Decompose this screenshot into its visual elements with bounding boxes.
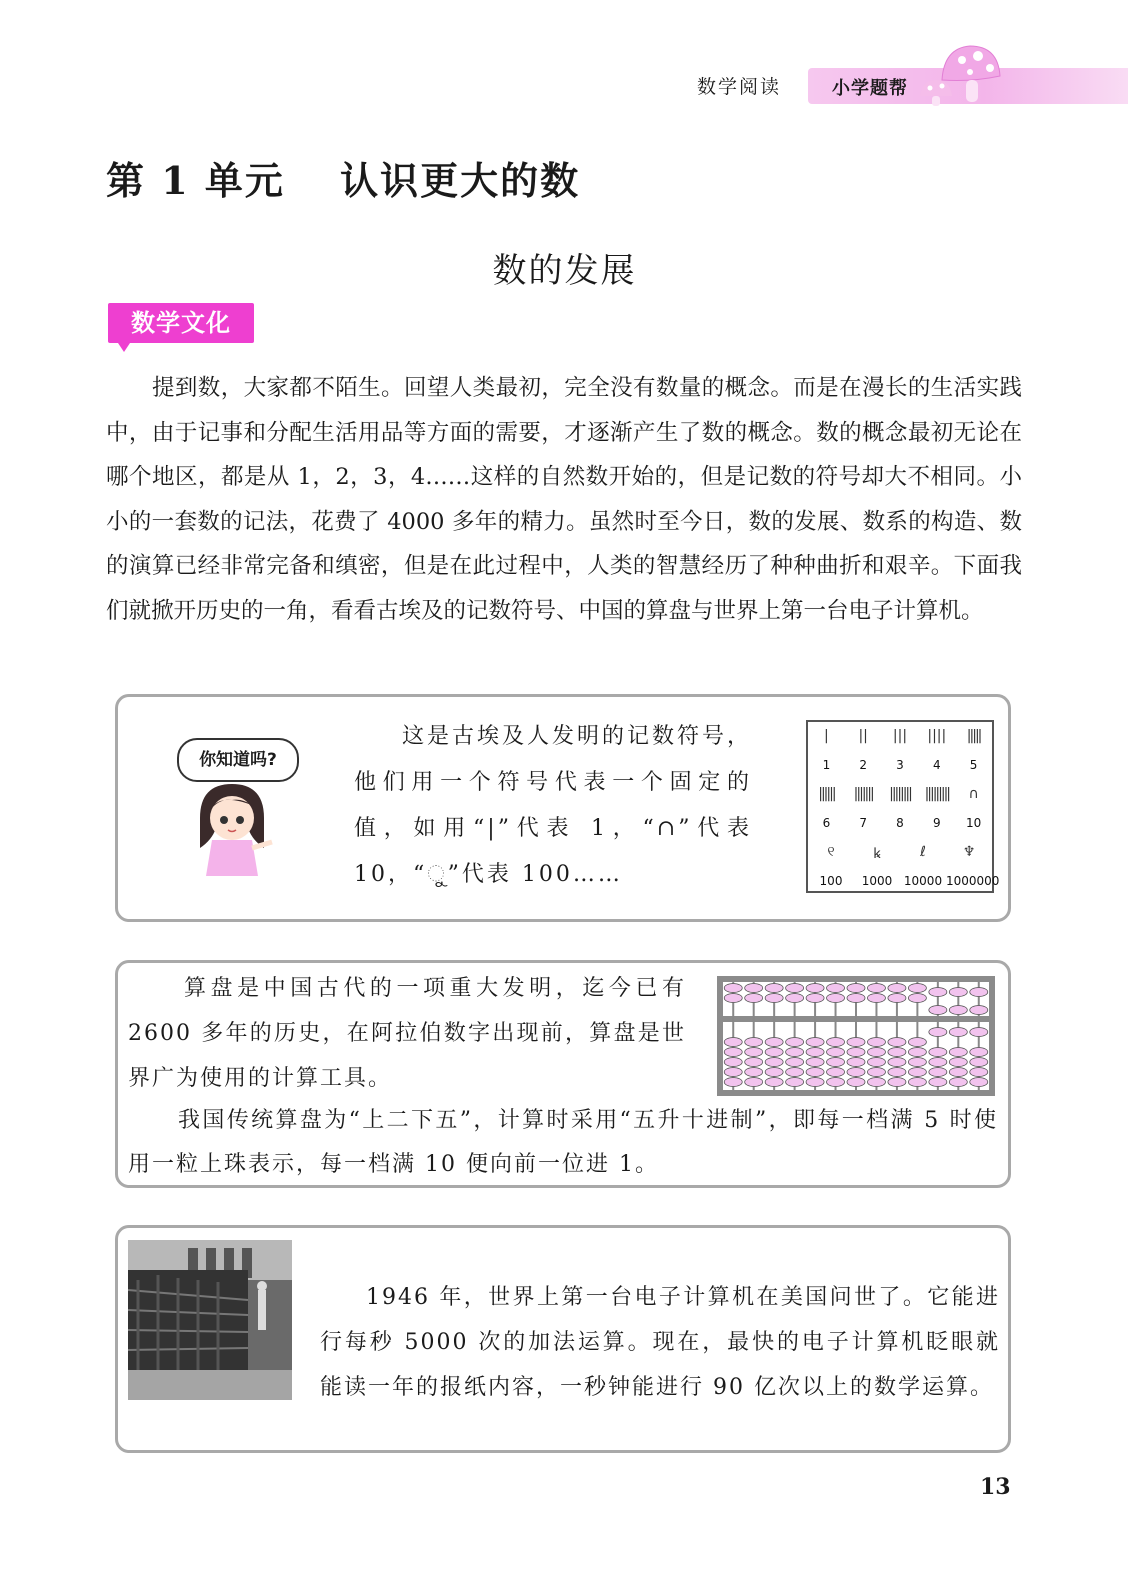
abacus-bead: [786, 1048, 804, 1057]
abacus-bead: [786, 1058, 804, 1067]
intro-paragraph: 提到数，大家都不陌生。回望人类最初，完全没有数量的概念。而是在漫长的生活实践中，由于记事和分配生活用品等方面的需要，才逐渐产生了数的概念。数的概念最初无论在哪个地区，都是从 1，2，3，4……这样的自然数开始的，但是记数的符号却大不相同。小小的一套数的记法，花费了 4000 多年的精力。虽然时至今日，数的发展、数系的构造、数的演算已经非常完备和缜密，但是在此过程中，人类的智慧经历了种种曲折和艰辛。下面我们就掀开历史的一角，看看古埃及的记数符号、中国的算盘与世界上第一台电子计算机。: [106, 375, 1022, 624]
abacus-bead: [847, 1078, 865, 1087]
book-title: 数学阅读: [697, 76, 782, 98]
abacus-bead: [765, 1038, 783, 1047]
egyptian-symbol: |: [824, 728, 829, 744]
egyptian-symbol: |||||: [966, 728, 981, 744]
abacus-bead: [929, 1068, 947, 1077]
egyptian-number: 1000: [861, 874, 893, 888]
abacus-bead: [929, 1028, 947, 1037]
egyptian-symbol: |||||||||: [924, 786, 950, 802]
abacus-bead: [745, 1078, 763, 1087]
abacus-bead: [888, 1058, 906, 1067]
abacus-bead: [806, 1048, 824, 1057]
egyptian-number: 10: [965, 816, 982, 830]
abacus-bead: [806, 994, 824, 1003]
abacus-bead: [908, 984, 926, 993]
abacus-bead: [949, 1068, 967, 1077]
abacus-bead: [970, 1028, 988, 1037]
egyptian-number: 100: [819, 874, 843, 888]
girl-cartoon-icon: [182, 778, 282, 878]
abacus-bead: [827, 984, 845, 993]
abacus-bead: [827, 1058, 845, 1067]
abacus-bead: [867, 1048, 885, 1057]
abacus-bead: [806, 984, 824, 993]
abacus-bead: [745, 1068, 763, 1077]
egyptian-numerals-table: [806, 720, 1000, 893]
egyptian-symbol: ℓ: [920, 844, 926, 860]
abacus-bead: [908, 1058, 926, 1067]
egyptian-symbol: ꝃ: [873, 846, 881, 862]
abacus-bead: [765, 984, 783, 993]
page-number: 13: [980, 1474, 1011, 1500]
abacus-bead: [908, 1068, 926, 1077]
egyptian-number: 7: [859, 816, 868, 830]
egyptian-number: 9: [932, 816, 941, 830]
abacus-bead: [888, 1068, 906, 1077]
abacus-bead: [786, 1078, 804, 1087]
abacus-bead: [888, 1038, 906, 1047]
mushroom-icon: [912, 40, 1007, 110]
abacus-bead: [929, 1048, 947, 1057]
abacus-bead: [724, 984, 742, 993]
egyptian-number: 1000000: [946, 874, 1000, 888]
abacus-bead: [970, 1048, 988, 1057]
egyptian-number: 2: [859, 758, 868, 772]
abacus-bead: [724, 1058, 742, 1067]
egyptian-symbol: ||: [858, 728, 868, 744]
abacus-image: [717, 976, 995, 1096]
abacus-bead: [806, 1038, 824, 1047]
abacus-bead: [827, 1068, 845, 1077]
abacus-bead: [908, 994, 926, 1003]
abacus-bead: [888, 994, 906, 1003]
abacus-bead: [847, 1068, 865, 1077]
abacus-bead: [745, 1038, 763, 1047]
abacus-bead: [724, 1068, 742, 1077]
egyptian-number: 3: [896, 758, 904, 772]
abacus-bead: [765, 1058, 783, 1067]
egyptian-symbol: |||: [892, 728, 908, 744]
abacus-bead: [949, 988, 967, 997]
abacus-bead: [786, 1038, 804, 1047]
abacus-bead: [929, 1006, 947, 1015]
abacus-bead: [949, 1078, 967, 1087]
abacus-bead: [827, 1048, 845, 1057]
abacus-bead: [970, 1078, 988, 1087]
abacus-bead: [929, 1078, 947, 1087]
egyptian-number: 6: [822, 816, 831, 830]
abacus-bead: [786, 1068, 804, 1077]
abacus-bead: [724, 1038, 742, 1047]
abacus-bead: [827, 994, 845, 1003]
abacus-bead: [724, 1078, 742, 1087]
abacus-bead: [867, 1078, 885, 1087]
egyptian-number: 1: [822, 758, 831, 772]
abacus-bead: [888, 1048, 906, 1057]
abacus-bead: [888, 1078, 906, 1087]
abacus-bead: [786, 984, 804, 993]
egyptian-number: 5: [969, 758, 978, 772]
abacus-bead: [847, 1048, 865, 1057]
abacus-bead: [929, 1058, 947, 1067]
eniac-photo: [128, 1240, 292, 1400]
culture-tag: 数学文化: [108, 303, 254, 343]
abacus-bead: [949, 1048, 967, 1057]
abacus-bead: [745, 1058, 763, 1067]
speech-bubble: 你知道吗?: [177, 738, 299, 782]
egyptian-symbol: ୧: [827, 844, 835, 860]
abacus-text-1: 算盘是中国古代的一项重大发明，迄今已有 2600 多年的历史，在阿拉伯数字出现前，算盘是世界广为使用的计算工具。: [128, 976, 686, 1091]
abacus-bead: [949, 1006, 967, 1015]
abacus-bead: [847, 1058, 865, 1067]
abacus-bead: [765, 994, 783, 1003]
abacus-bead: [970, 1058, 988, 1067]
abacus-bead: [888, 984, 906, 993]
abacus-bead: [724, 1048, 742, 1057]
abacus-bead: [847, 984, 865, 993]
abacus-bead: [847, 994, 865, 1003]
section-title: 数的发展: [492, 251, 637, 291]
abacus-bead: [970, 988, 988, 997]
culture-tag-pointer: [116, 340, 132, 352]
abacus-bead: [867, 1038, 885, 1047]
abacus-bead: [806, 1078, 824, 1087]
abacus-bead: [745, 994, 763, 1003]
abacus-bead: [827, 1038, 845, 1047]
abacus-bead: [949, 1058, 967, 1067]
abacus-bead: [724, 994, 742, 1003]
unit-title: 第 1 单元 认识更大的数: [106, 158, 581, 203]
egyptian-symbol: |||||||: [853, 786, 873, 802]
abacus-bead: [827, 1078, 845, 1087]
brand-label: 小学题帮: [832, 78, 908, 99]
abacus-text-2: 我国传统算盘为“上二下五”，计算时采用“五升十进制”，即每一档满 5 时使用一粒上珠表示，每一档满 10 便向前一位进 1。: [128, 1108, 998, 1177]
abacus-bead: [908, 1048, 926, 1057]
egyptian-number: 10000: [903, 874, 943, 888]
abacus-bead: [806, 1058, 824, 1067]
abacus-bead: [867, 1068, 885, 1077]
abacus-bead: [806, 1068, 824, 1077]
egyptian-symbol: ||||||||: [889, 786, 911, 802]
egyptian-symbol: ||||||: [818, 786, 835, 802]
abacus-bead: [765, 1048, 783, 1057]
egyptian-numerals-text: 这是古埃及人发明的记数符号，他们用一个符号代表一个固定的值，如用“|”代表 1，“∩”代表 10，“ୁ”代表 100……: [354, 724, 753, 887]
abacus-bead: [786, 994, 804, 1003]
abacus-bead: [867, 994, 885, 1003]
abacus-bead: [908, 1038, 926, 1047]
abacus-bead: [765, 1078, 783, 1087]
abacus-bead: [745, 984, 763, 993]
egyptian-symbol: ||||: [927, 728, 947, 744]
abacus-bead: [949, 1028, 967, 1037]
abacus-bead: [847, 1038, 865, 1047]
egyptian-number: 8: [896, 816, 904, 830]
egyptian-symbol: ∩: [968, 786, 979, 802]
abacus-bead: [929, 988, 947, 997]
abacus-bead: [970, 1068, 988, 1077]
abacus-bead: [908, 1078, 926, 1087]
egyptian-number: 4: [932, 758, 941, 772]
abacus-bead: [867, 984, 885, 993]
abacus-bead: [970, 1006, 988, 1015]
egyptian-symbol: ♆: [962, 844, 976, 860]
computer-text: 1946 年，世界上第一台电子计算机在美国问世了。它能进行每秒 5000 次的加法运算。现在，最快的电子计算机眨眼就能读一年的报纸内容，一秒钟能进行 90 亿次以上的数学运算。: [320, 1285, 1000, 1400]
abacus-bead: [765, 1068, 783, 1077]
abacus-bead: [745, 1048, 763, 1057]
abacus-bead: [867, 1058, 885, 1067]
